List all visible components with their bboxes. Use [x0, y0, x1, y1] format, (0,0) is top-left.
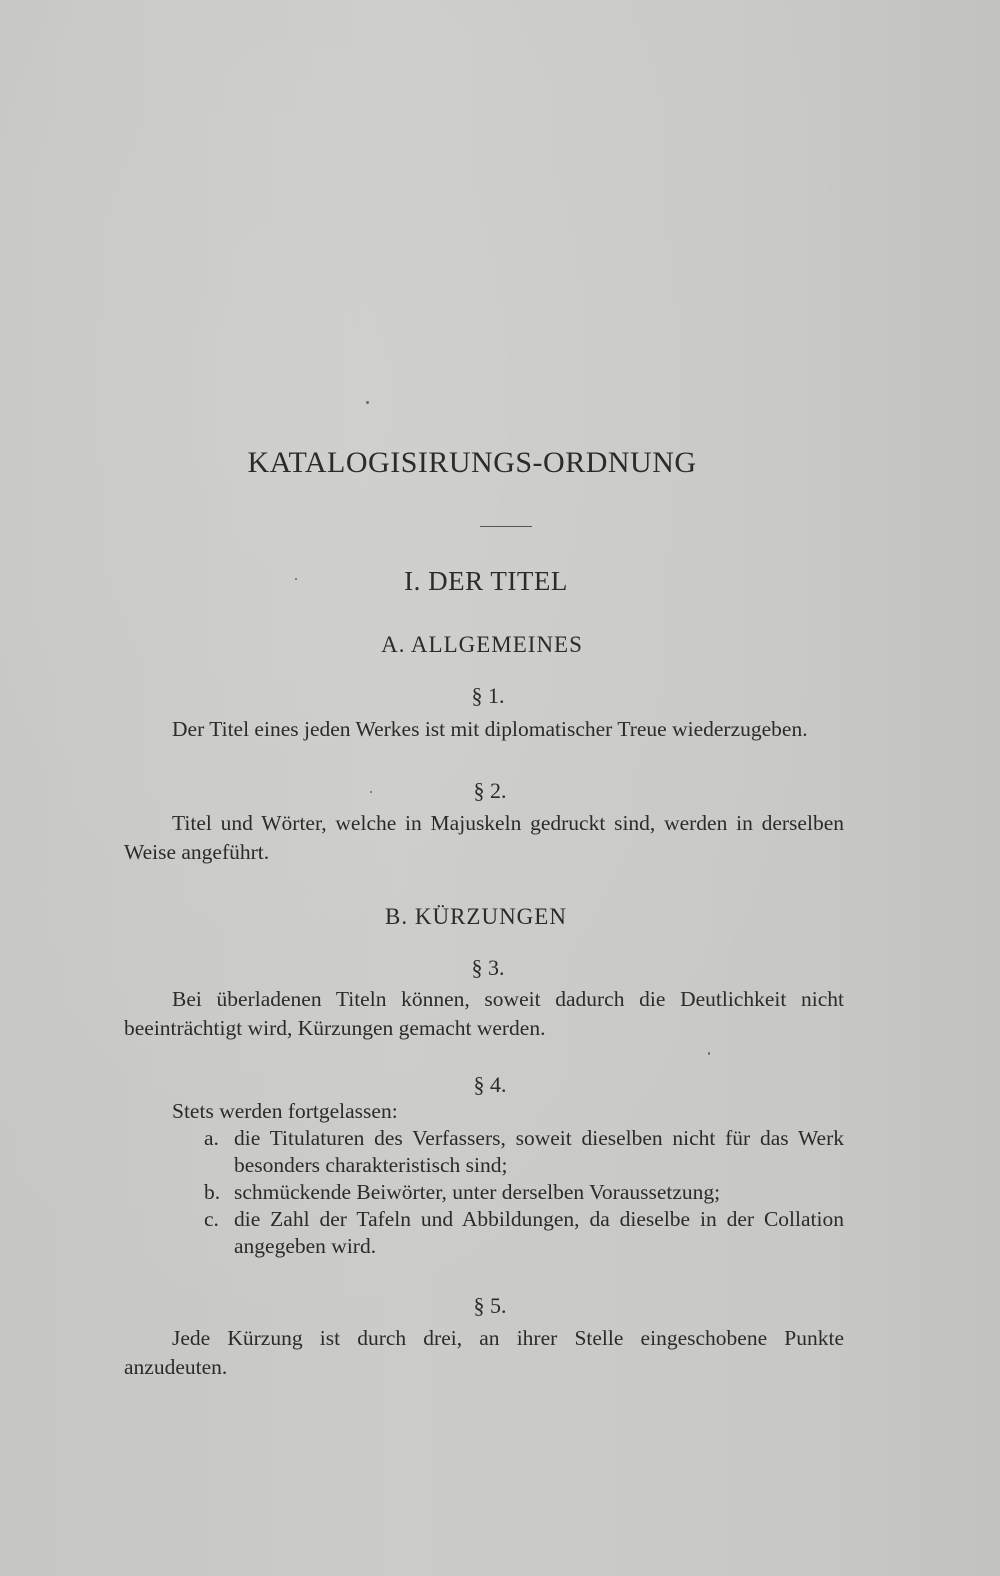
paragraph-mark-3: § 3. [471, 955, 505, 980]
paragraph-5-text: Jede Kürzung ist durch drei, an ihrer Stelle eingeschobene Punkte anzudeuten. [124, 1326, 844, 1379]
paper-speck [708, 1052, 710, 1055]
list-item [172, 1179, 844, 1206]
omission-list [172, 1125, 844, 1260]
paragraph-4-intro [124, 1097, 844, 1126]
list-item-text: die Titulaturen des Verfassers, soweit dieselben nicht für das Werk besonders charakteristisch sind; [234, 1126, 844, 1177]
paragraph-mark-4: § 4. [473, 1072, 507, 1097]
list-item [172, 1125, 844, 1179]
paragraph-2 [124, 809, 844, 867]
document-title: KATALOGISIRUNGS-ORDNUNG [247, 446, 697, 479]
paragraph-5 [124, 1324, 844, 1382]
paragraph-4-text: Stets werden fortgelassen: [172, 1099, 398, 1123]
paragraph-1 [124, 715, 844, 744]
paragraph-3-text: Bei überladenen Titeln können, soweit dadurch die Deutlichkeit nicht beeinträchtigt wird, Kürzungen gemacht werden. [124, 987, 844, 1040]
title-rule [480, 526, 532, 527]
paragraph-mark-5: § 5. [473, 1293, 507, 1318]
list-item-letter: c. [204, 1207, 219, 1231]
list-item-letter: b. [204, 1180, 221, 1204]
paragraph-mark-2: § 2. [473, 778, 507, 803]
list-item-letter: a. [204, 1126, 219, 1150]
section-heading-kuerzungen: B. KÜRZUNGEN [385, 904, 567, 929]
paper-speck [366, 401, 369, 404]
list-item-text: schmückende Beiwörter, unter derselben Voraussetzung; [234, 1180, 721, 1204]
section-heading-allgemeines: A. ALLGEMEINES [381, 632, 583, 657]
list-item-text: die Zahl der Tafeln und Abbildungen, da dieselbe in der Collation angegeben wird. [234, 1207, 844, 1258]
list-item [172, 1206, 844, 1260]
paragraph-1-text: Der Titel eines jeden Werkes ist mit diplomatischer Treue wiederzugeben. [172, 717, 808, 741]
paragraph-2-text: Titel und Wörter, welche in Majuskeln gedruckt sind, werden in derselben Weise angeführt. [124, 811, 844, 864]
paragraph-mark-1: § 1. [471, 683, 505, 708]
paragraph-3 [124, 985, 844, 1043]
chapter-heading: I. DER TITEL [404, 566, 568, 596]
